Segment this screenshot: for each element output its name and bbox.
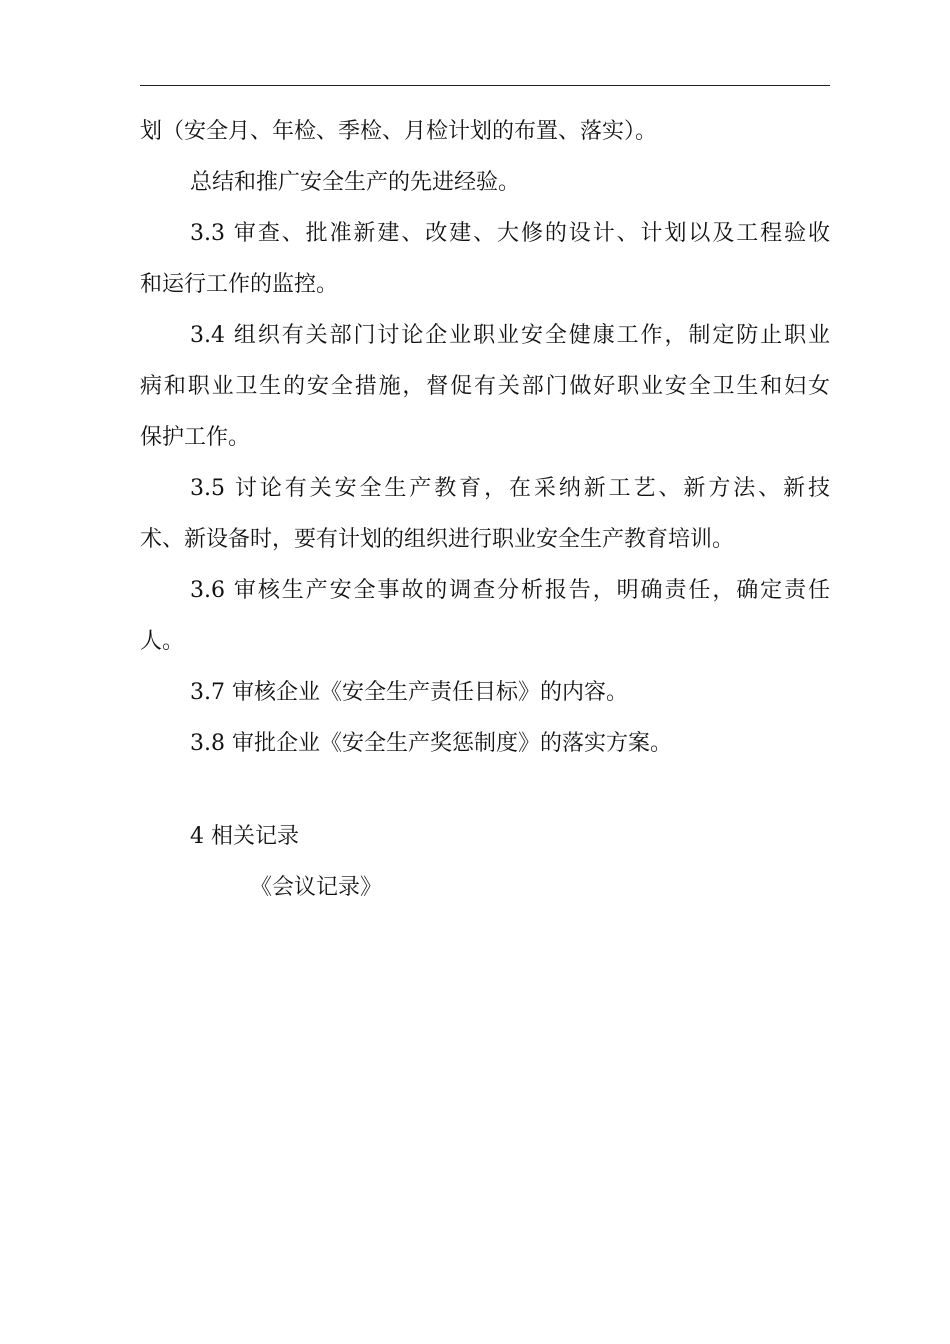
meeting-record-title: 《会议记录》 bbox=[250, 875, 383, 900]
item-3-6-line-2: 人。 bbox=[140, 629, 185, 654]
summary-line: 总结和推广安全生产的先进经验。 bbox=[190, 170, 521, 195]
item-3-4-line-1: 3.4 组织有关部门讨论企业职业安全健康工作，制定防止职业 bbox=[190, 323, 830, 348]
continuation-line: 划（安全月、年检、季检、月检计划的布置、落实）。 bbox=[140, 119, 658, 144]
item-3-7-line: 3.7 审核企业《安全生产责任目标》的内容。 bbox=[190, 680, 628, 705]
item-3-4-line-3: 保护工作。 bbox=[140, 425, 251, 450]
item-3-5-paragraph bbox=[140, 463, 830, 565]
document-body bbox=[140, 106, 830, 913]
item-3-4-line-2: 病和职业卫生的安全措施，督促有关部门做好职业安全卫生和妇女 bbox=[140, 374, 830, 399]
item-3-3-paragraph bbox=[140, 208, 830, 310]
item-3-8-paragraph bbox=[140, 718, 830, 769]
section-4-heading bbox=[140, 811, 830, 862]
section-4-record bbox=[140, 862, 830, 913]
summary-paragraph bbox=[140, 157, 830, 208]
item-3-7-paragraph bbox=[140, 667, 830, 718]
continuation-paragraph bbox=[140, 106, 830, 157]
item-3-6-paragraph bbox=[140, 565, 830, 667]
header-rule bbox=[140, 85, 830, 86]
section-4-heading-text: 4 相关记录 bbox=[190, 824, 299, 849]
item-3-8-line: 3.8 审批企业《安全生产奖惩制度》的落实方案。 bbox=[190, 731, 672, 756]
item-3-4-paragraph bbox=[140, 310, 830, 463]
item-3-3-line-2: 和运行工作的监控。 bbox=[140, 272, 339, 297]
item-3-6-line-1: 3.6 审核生产安全事故的调查分析报告，明确责任，确定责任 bbox=[190, 578, 830, 603]
item-3-3-line-1: 3.3 审查、批准新建、改建、大修的设计、计划以及工程验收 bbox=[190, 221, 830, 246]
item-3-5-line-1: 3.5 讨论有关安全生产教育，在采纳新工艺、新方法、新技 bbox=[190, 476, 830, 501]
item-3-5-line-2: 术、新设备时，要有计划的组织进行职业安全生产教育培训。 bbox=[140, 527, 735, 552]
